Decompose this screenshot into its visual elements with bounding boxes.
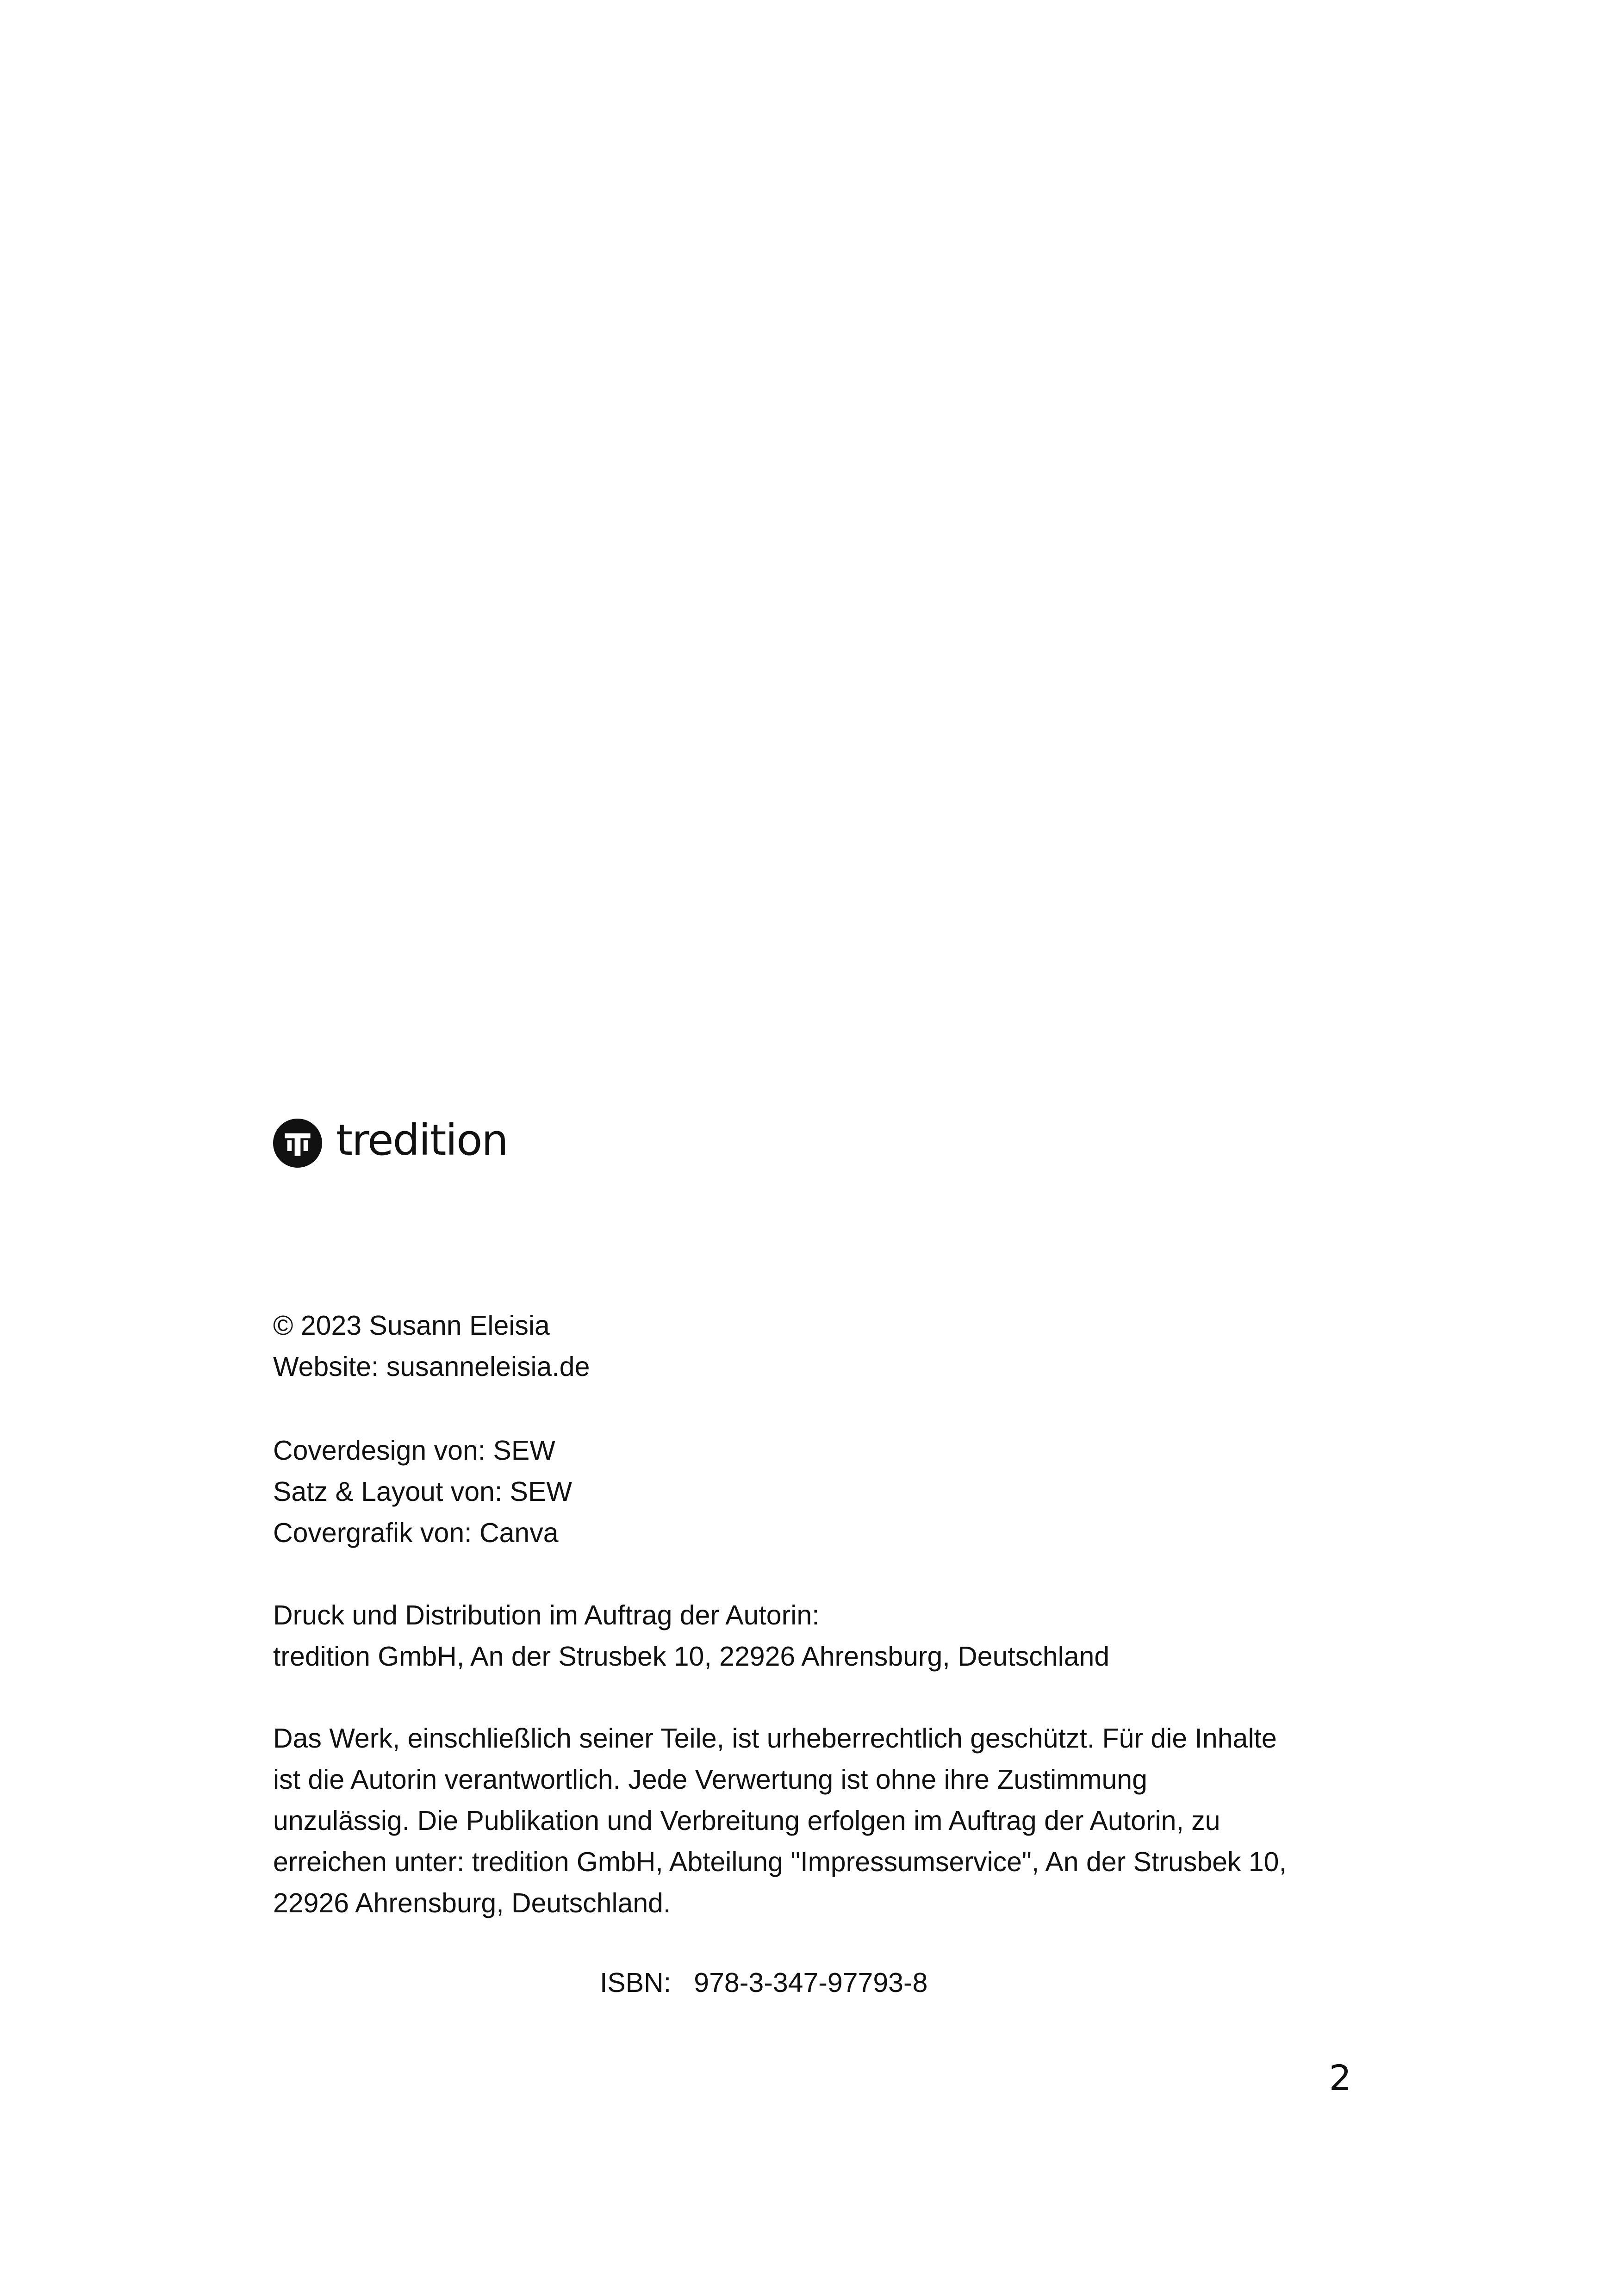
isbn-value: 978-3-347-97793-8 [694,1967,928,1998]
credits-block [273,1430,1351,1554]
website-line: Website: susanneleisia.de [273,1351,590,1382]
page-number: 2 [1329,2057,1351,2098]
publisher-wordmark: tredition [336,1115,508,1165]
cover-graphic-credit: Covergrafik von: Canva [273,1518,559,1548]
legal-line: Das Werk, einschließlich seiner Teile, ist urheberrechtlich geschützt. Für die Inhalte [273,1723,1277,1754]
publisher-logo [273,1115,508,1171]
copyright-block [273,1305,1351,1388]
cover-design-credit: Coverdesign von: SEW [273,1435,555,1466]
copyright-line: © 2023 Susann Eleisia [273,1310,550,1341]
legal-line: erreichen unter: tredition GmbH, Abteilung "Impressumservice", An der Strusbek 10, [273,1847,1287,1877]
printing-heading: Druck und Distribution im Auftrag der Autorin: [273,1600,820,1630]
printing-address: tredition GmbH, An der Strusbek 10, 22926 Ahrensburg, Deutschland [273,1641,1110,1672]
isbn-label: ISBN: [600,1967,672,1998]
legal-notice [273,1718,1351,1924]
isbn-line [600,1962,927,2004]
typesetting-credit: Satz & Layout von: SEW [273,1476,573,1507]
legal-line: unzulässig. Die Publikation und Verbreitung erfolgen im Auftrag der Autorin, zu [273,1805,1220,1836]
tredition-logo-icon [273,1119,322,1168]
legal-line: 22926 Ahrensburg, Deutschland. [273,1888,671,1918]
printing-block [273,1595,1351,1677]
legal-line: ist die Autorin verantwortlich. Jede Verwertung ist ohne ihre Zustimmung [273,1764,1147,1795]
